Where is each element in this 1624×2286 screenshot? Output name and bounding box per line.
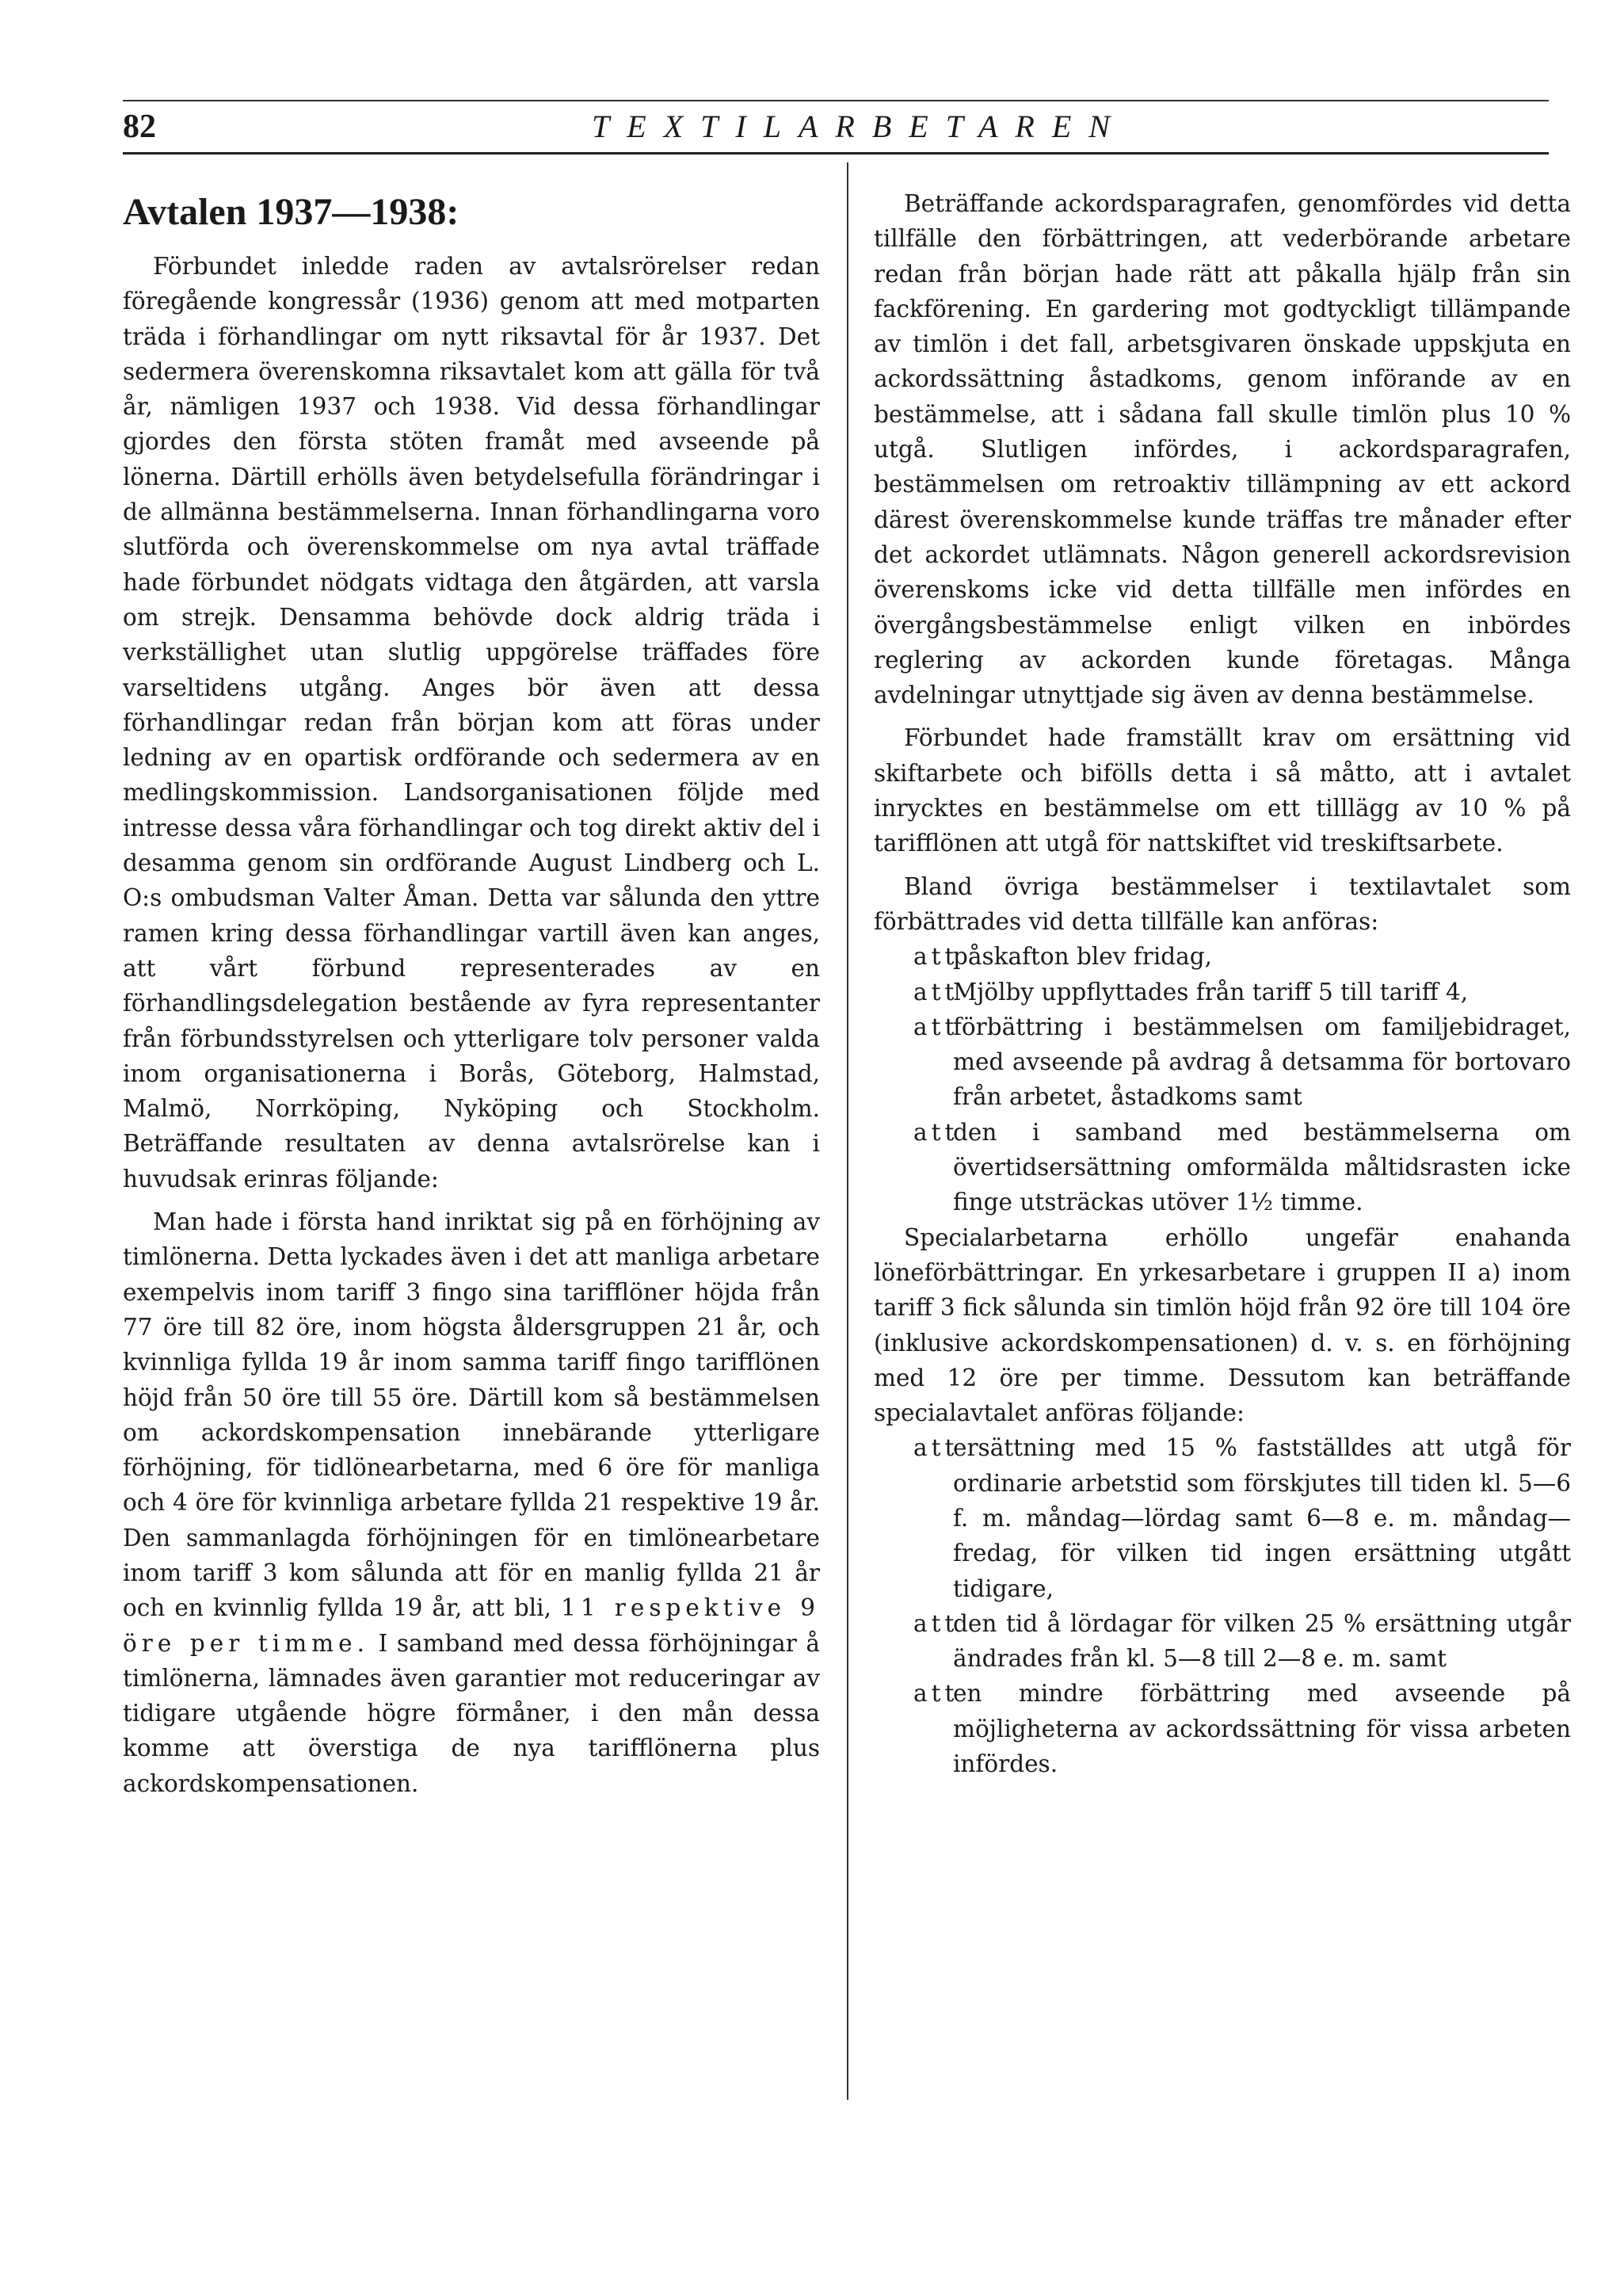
left-column [123, 190, 820, 1801]
att-marker: att [913, 1680, 959, 1708]
column-divider [847, 162, 848, 2100]
list-item [874, 1009, 1571, 1115]
list-item-text: ersättning med 15 % fastställdes att utgå för ordinarie arbetstid som förskjutes till tiden kl. 5—6 f. m. måndag—lördag samt 6—8 e. m. måndag—fredag, för vilken tid ingen ersättning utgått tidigare, [953, 1434, 1571, 1602]
att-marker: att [913, 1434, 959, 1462]
emphasized-text: 11 respektive 9 öre per timme. [123, 1594, 820, 1657]
section-heading: Avtalen 1937—1938: [123, 191, 459, 233]
list-item [874, 1430, 1571, 1605]
paragraph: Specialarbetarna erhöllo ungefär enahanda löneförbättringar. En yrkesarbetare i gruppen II a) inom tariff 3 fick sålunda sin timlön höjd från 92 öre till 104 öre (inklusive ackordskompensationen) d. v. s. en förhöjning med 12 öre per timme. Dessutom kan beträffande specialavtalet anföras följande: [874, 1223, 1571, 1427]
list-item [874, 975, 1571, 1009]
paragraph: Beträffande ackordsparagrafen, genomfördes vid detta tillfälle den förbättringen, att vederbörande arbetare redan från början hade rätt att påkalla hjälp från sin fackförening. En gardering mot godtyckligt tillämpande av timlön i det fall, arbetsgivaren önskade uppskjuta en ackordssättning åstadkoms, genom införande av en bestämmelse, att i sådana fall skulle timlön plus 10 % utgå. Slutligen infördes, i ackordsparagrafen, bestämmelsen om retroaktiv tillämpning av ett ackord därest överenskommelse kunde träffas tre månader efter det ackordet utlämnats. Någon generell ackordsrevision överenskoms icke vid detta tillfälle men infördes en övergångsbestämmelse enligt vilken en inbördes reglering av ackorden kunde företagas. Många avdelningar utnyttjade sig även av denna bestämmelse. [874, 190, 1571, 709]
list-item [874, 939, 1571, 974]
page-header [123, 101, 1549, 149]
att-marker: att [913, 1609, 959, 1637]
paragraph [123, 1204, 820, 1801]
list-item-text: förbättring i bestämmelsen om familjebidraget, med avseende på avdrag å detsamma för bortovaro från arbetet, åstadkoms samt [953, 1013, 1571, 1111]
att-marker: att [913, 943, 959, 971]
running-title: TEXTILARBETAREN [592, 109, 1127, 144]
att-marker: att [913, 1118, 959, 1146]
list-item [874, 1115, 1571, 1220]
paragraph-text: Man hade i första hand inriktat sig på en förhöjning av timlönerna. Detta lyckades även i det att manliga arbetare exempelvis inom tariff 3 fingo sina tarifflöner höjda från 77 öre till 82 öre, inom högsta åldersgruppen 21 år, och kvinnliga fyllda 19 år inom samma tariff fingo tarifflönen höjd från 50 öre till 55 öre. Därtill kom så bestämmelsen om ackordskompensation innebärande ytterligare förhöjning, för tidlönearbetarna, med 6 öre för manliga och 4 öre för kvinnliga arbetare fyllda 21 respektive 19 år. Den sammanlagda förhöjningen för en timlönearbetare inom tariff 3 kom sålunda att för en manlig fyllda 21 år och en kvinnlig fyllda 19 år, att bli, [123, 1208, 820, 1622]
list-item-text: en mindre förbättring med avseende på möjligheterna av ackordssättning för vissa arbeten infördes. [953, 1680, 1571, 1778]
page-number: 82 [123, 109, 156, 145]
paragraph: Förbundet hade framställt krav om ersättning vid skiftarbete och bifölls detta i så måtto, att i avtalet inrycktes en bestämmelse om ett tilllägg av 10 % på tarifflönen att utgå för nattskiftet vid treskiftsarbete. [874, 724, 1571, 857]
paragraph: Bland övriga bestämmelser i textilavtalet som förbättrades vid detta tillfälle kan anföras: [874, 872, 1571, 935]
att-marker: att [913, 1013, 959, 1040]
list-item-text: den tid å lördagar för vilken 25 % ersättning utgår ändrades från kl. 5—8 till 2—8 e. m. samt [953, 1609, 1571, 1673]
paragraph: Förbundet inledde raden av avtalsrörelser redan föregående kongressår (1936) genom att med motparten träda i förhandlingar om nytt riksavtal för år 1937. Det sedermera överenskomna riksavtalet kom att gälla för två år, nämligen 1937 och 1938. Vid dessa förhandlingar gjordes den första stöten framåt med avseende på lönerna. Därtill erhölls även betydelsefulla förändringar i de allmänna bestämmelserna. Innan förhandlingarna voro slutförda och överenskommelse om nya avtal träffade hade förbundet nödgats vidtaga den åtgärden, att varsla om strejk. Densamma behövde dock aldrig träda i verkställighet utan slutlig uppgörelse träffades före varseltidens utgång. Anges bör även att dessa förhandlingar redan från början kom att föras under ledning av en opartisk ordförande och sedermera av en medlingskommission. Landsorganisationen följde med intresse dessa våra förhandlingar och tog direkt aktiv del i desamma genom sin ordförande August Lindberg och L. O:s ombudsman Valter Åman. Detta var sålunda den yttre ramen kring dessa förhandlingar vartill även kan anges, att vårt förbund representerades av en förhandlingsdelegation bestående av fyra representanter från förbundsstyrelsen och ytterligare tolv personer valda inom organisationerna i Borås, Göteborg, Halmstad, Malmö, Norrköping, Nyköping och Stockholm. Beträffande resultaten av denna avtalsrörelse kan i huvudsak erinras följande: [123, 253, 820, 1193]
list-item-text: Mjölby uppflyttades från tariff 5 till tariff 4, [953, 978, 1469, 1006]
header-rule-bottom [123, 152, 1549, 155]
provision-list [874, 939, 1571, 1219]
paragraph-text: I samband med dessa förhöjningar å timlönerna, lämnades även garantier mot reduceringar av tidigare utgående högre förmåner, i den mån dessa komme att överstiga de nya tarifflönerna plus ackordskompensationen. [123, 1629, 820, 1797]
special-provision-list [874, 1430, 1571, 1781]
list-item [874, 1606, 1571, 1677]
list-item [874, 1676, 1571, 1781]
list-item-text: påskafton blev fridag, [953, 943, 1212, 971]
right-column [874, 186, 1571, 1781]
list-item-text: den i samband med bestämmelserna om övertidsersättning omformälda måltidsrasten icke finge utsträckas utöver 1½ timme. [953, 1118, 1571, 1216]
att-marker: att [913, 978, 959, 1006]
